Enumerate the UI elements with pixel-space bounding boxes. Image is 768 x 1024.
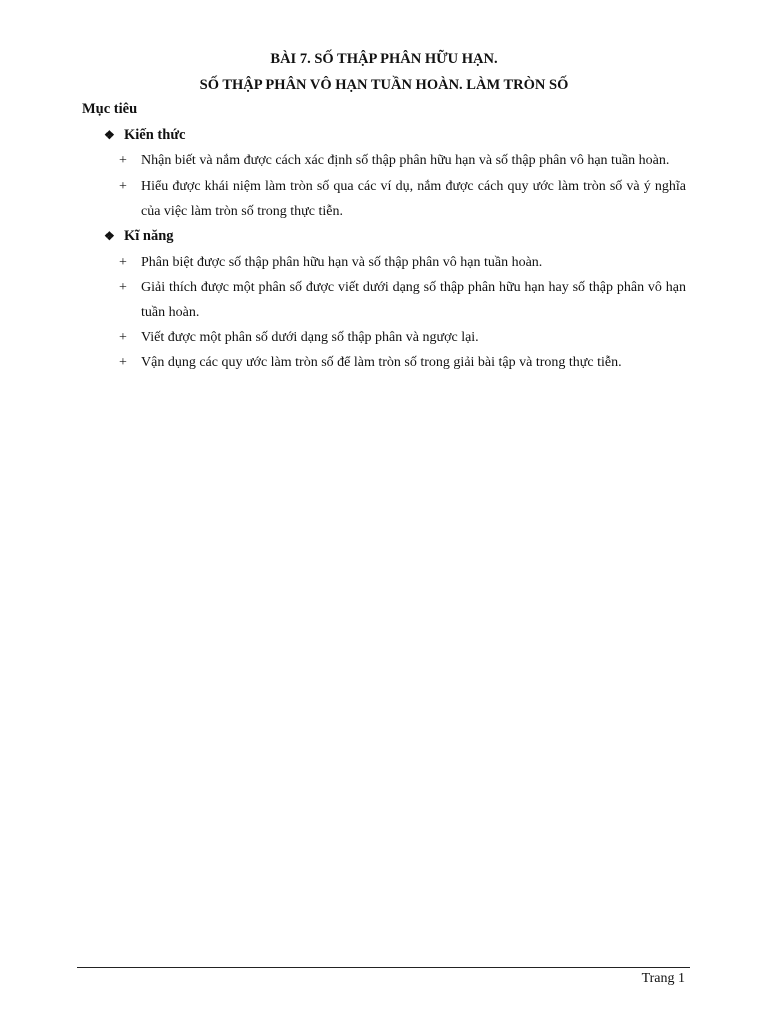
list-item-text: Giải thích được một phân số được viết dưới dạng số thập phân hữu hạn hay số thập phân vô hạn tuần hoàn. [141,280,686,320]
list-item [119,350,686,375]
lesson-title-line-2: SỐ THẬP PHÂN VÔ HẠN TUẦN HOÀN. LÀM TRÒN SỐ [199,77,569,93]
section-knowledge-label: Kiến thức [124,127,186,143]
list-item-text: Nhận biết và nắm được cách xác định số thập phân hữu hạn và số thập phân vô hạn tuần hoàn. [141,153,670,168]
section-skills-label: Kĩ năng [124,228,174,244]
section-skills [104,228,174,245]
plus-marker: + [119,255,127,270]
plus-marker: + [119,330,127,345]
plus-marker: + [119,179,127,194]
list-item [119,325,686,350]
list-item [119,148,686,173]
plus-marker: + [119,280,127,295]
diamond-bullet-icon: ❖ [104,128,115,142]
plus-marker: + [119,153,127,168]
list-item-text: Hiểu được khái niệm làm tròn số qua các ví dụ, nắm được cách quy ước làm tròn số và ý nghĩa của việc làm tròn số trong thực tiễn. [141,179,686,219]
footer-divider [77,967,690,968]
objectives-heading: Mục tiêu [82,101,138,117]
list-item-text: Phân biệt được số thập phân hữu hạn và số thập phân vô hạn tuần hoàn. [141,255,543,270]
diamond-bullet-icon: ❖ [104,229,115,243]
list-item [119,275,686,325]
page-number: Trang 1 [641,971,685,986]
list-item-text: Vận dụng các quy ước làm tròn số để làm tròn số trong giải bài tập và trong thực tiễn. [141,355,622,370]
list-item [119,174,686,224]
section-knowledge [104,127,185,144]
list-item [119,250,686,275]
list-item-text: Viết được một phân số dưới dạng số thập phân và ngược lại. [141,330,479,345]
plus-marker: + [119,355,127,370]
lesson-title-line-1: BÀI 7. SỐ THẬP PHÂN HỮU HẠN. [270,51,498,67]
